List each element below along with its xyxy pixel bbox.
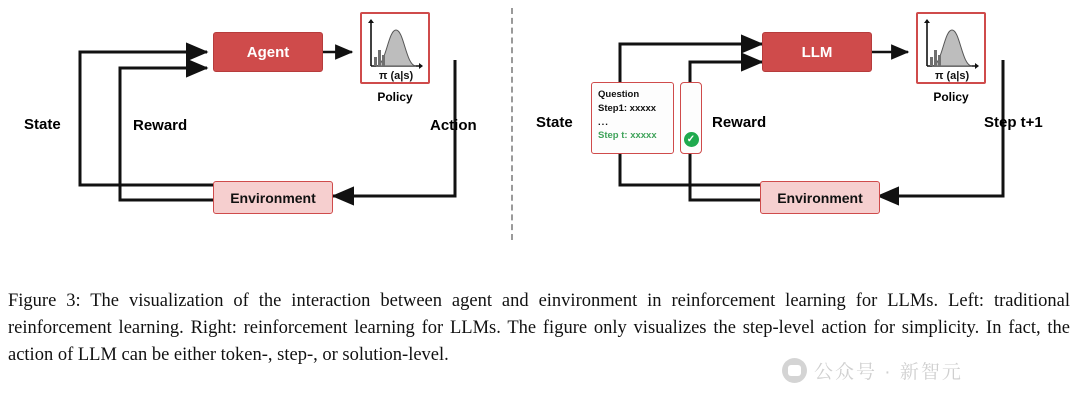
right-action-label: Step t+1 <box>984 114 1043 131</box>
left-reward-label: Reward <box>133 117 188 134</box>
right-policy-box <box>916 12 986 84</box>
right-policy-caption: Policy <box>933 90 969 104</box>
steps-card-last-line: Step t: xxxxx <box>598 130 657 142</box>
right-environment-node <box>760 181 880 214</box>
right-state-label: State <box>536 114 573 131</box>
left-agent-node <box>213 32 323 72</box>
right-llm-node <box>762 32 872 72</box>
steps-card <box>591 82 674 154</box>
watermark-text: 公众号 · 新智元 <box>814 362 963 383</box>
left-state-label: State <box>24 116 61 133</box>
policy-distribution-chart <box>362 14 428 82</box>
svg-text:π (a|s): π (a|s) <box>379 70 414 82</box>
left-policy-box <box>360 12 430 84</box>
steps-card-dots: ... <box>598 116 609 128</box>
figure-caption: Figure 3: The visualization of the interaction between agent and einvironment in reinforcement learning for LLMs. Left: traditional reinforcement learning. Right: reinforcement learning for LLMs. The figure only visualizes the step-level action for simplicity. In fact, the action of LLM can be either token-, step-, or solution-level. <box>8 291 1070 366</box>
reward-card <box>680 82 702 154</box>
policy-distribution-chart <box>918 14 984 82</box>
watermark <box>782 357 963 384</box>
left-environment-label: Environment <box>230 189 316 206</box>
right-reward-label: Reward <box>712 114 767 131</box>
panel-divider <box>511 8 513 240</box>
left-action-label: Action <box>430 117 477 134</box>
left-environment-node <box>213 181 333 214</box>
steps-card-line1: Step1: xxxxx <box>598 102 657 114</box>
watermark-logo-icon <box>782 358 807 383</box>
steps-card-title: Question <box>598 89 640 100</box>
right-environment-label: Environment <box>777 189 863 206</box>
left-policy-caption: Policy <box>377 90 413 104</box>
check-icon: ✓ <box>684 132 699 147</box>
svg-text:π (a|s): π (a|s) <box>935 70 970 82</box>
left-agent-label: Agent <box>246 43 290 61</box>
right-llm-label: LLM <box>801 43 833 61</box>
